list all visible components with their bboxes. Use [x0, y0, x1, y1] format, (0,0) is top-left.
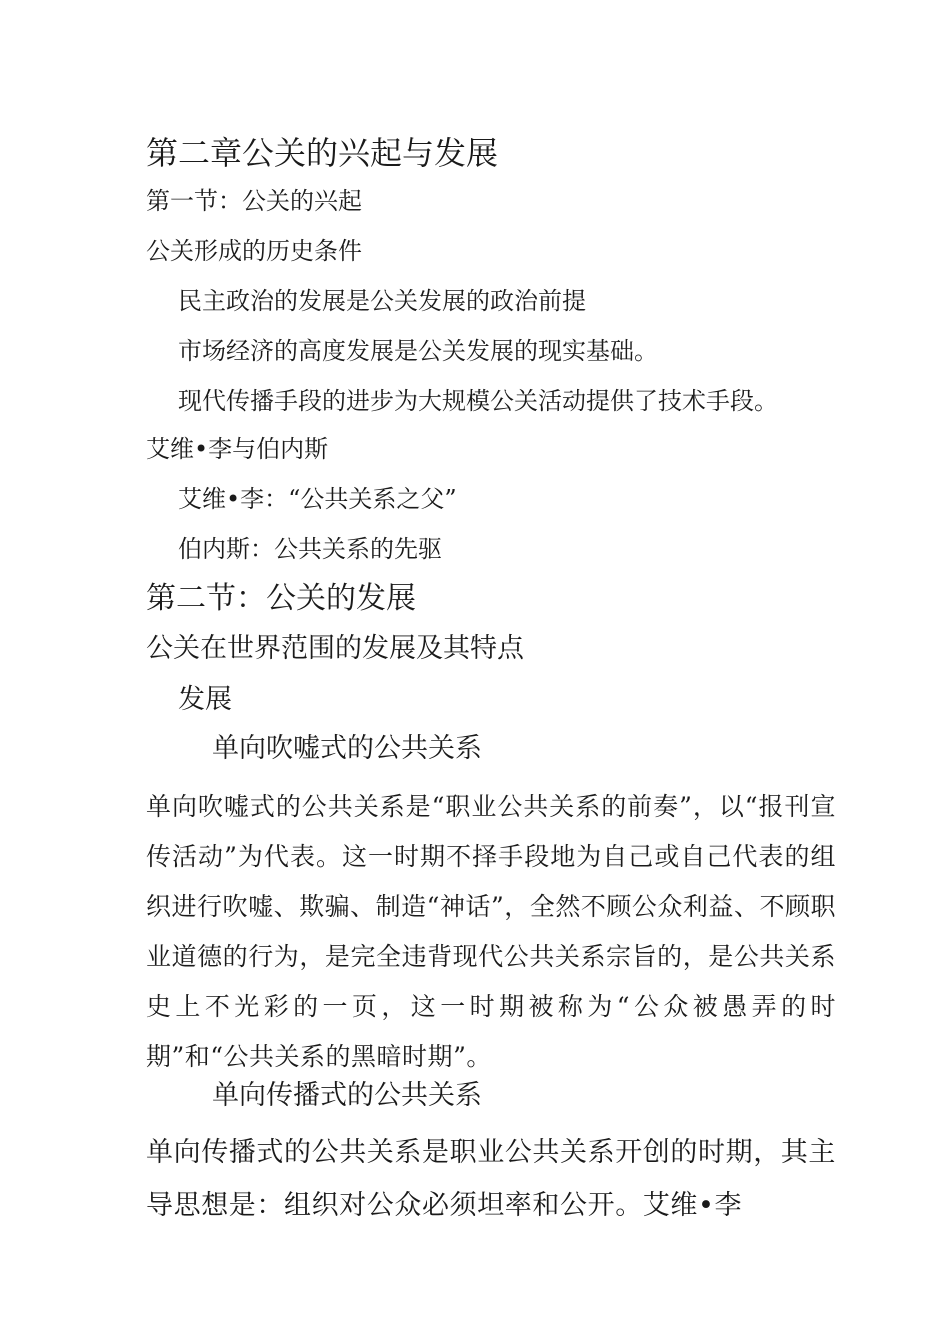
stage-1-paragraph: 单向吹嘘式的公共关系是“职业公共关系的前奏”，以“报刊宣传活动”为代表。这一时期不择手段地为自己或自己代表的组织进行吹嘘、欺骗、制造“神话”，全然不顾公众利益、不顾职业道德的行为，是完全违背现代公共关系宗旨的，是公共关系史上不光彩的一页，这一时期被称为“公众被愚弄的时期”和“公共关系的黑暗时期”。	[146, 792, 836, 1071]
person-item: 艾维•李：“公共关系之父”	[178, 485, 457, 513]
chapter-title: 第二章公关的兴起与发展	[146, 134, 499, 172]
person-item: 伯内斯：公共关系的先驱	[178, 535, 442, 563]
condition-item: 现代传播手段的进步为大规模公关活动提供了技术手段。	[178, 387, 778, 415]
section-2-title: 第二节：公关的发展	[146, 581, 416, 616]
condition-item: 民主政治的发展是公关发展的政治前提	[178, 287, 586, 315]
condition-item: 市场经济的高度发展是公关发展的现实基础。	[178, 337, 658, 365]
stage-2-title: 单向传播式的公共关系	[212, 1080, 482, 1111]
section-1-title: 第一节：公关的兴起	[146, 187, 362, 215]
stage-2-paragraph: 单向传播式的公共关系是职业公共关系开创的时期，其主导思想是：组织对公众必须坦率和公开。艾维•李	[146, 1137, 836, 1221]
section-1-subtitle-people: 艾维•李与伯内斯	[146, 435, 329, 463]
section-1-subtitle-conditions: 公关形成的历史条件	[146, 237, 362, 265]
development-label: 发展	[178, 684, 232, 715]
stage-1-title: 单向吹嘘式的公共关系	[212, 733, 482, 764]
section-2-subtitle: 公关在世界范围的发展及其特点	[146, 633, 524, 664]
